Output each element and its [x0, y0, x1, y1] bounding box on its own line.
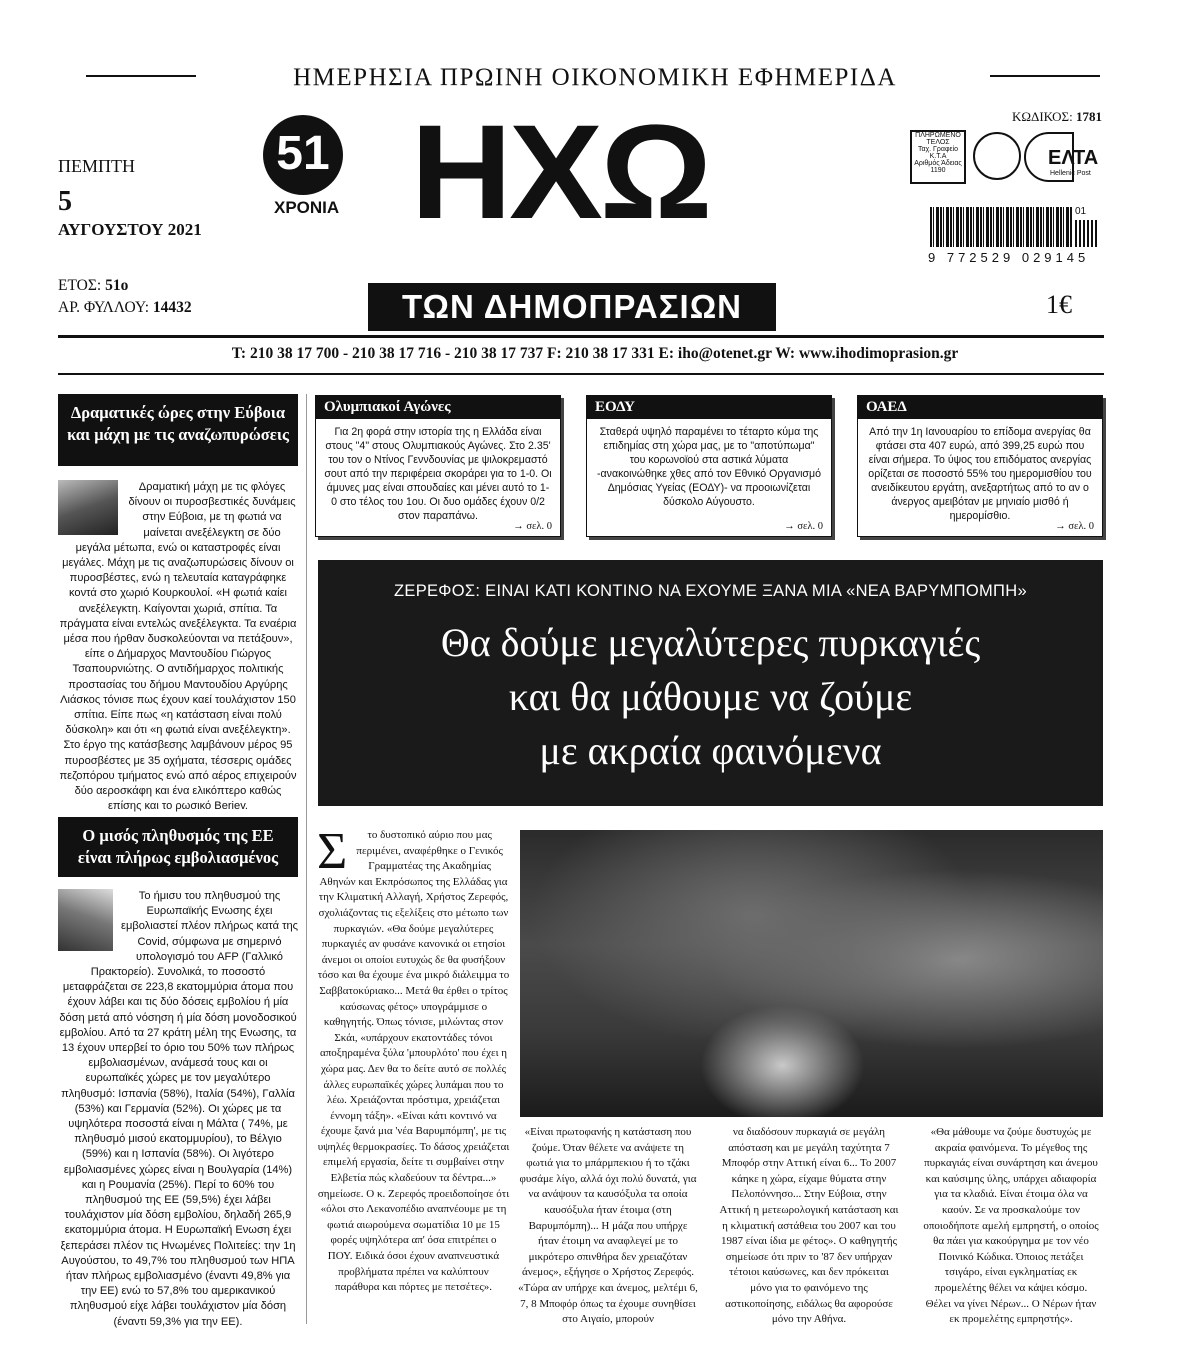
column-divider: [306, 394, 307, 1324]
code-line: [1012, 109, 1102, 125]
lead-headline-line: Θα δούμε μεγαλύτερες πυρκαγιές: [440, 620, 981, 665]
anniversary-badge-text: ΧΡΟΝΙΑ: [274, 198, 340, 217]
newspaper-subtitle: ΤΩΝ ΔΗΜΟΠΡΑΣΙΩΝ: [368, 283, 776, 331]
brief-title: ΕΟΔΥ: [587, 396, 831, 419]
sidebar-story-vaccination: [58, 817, 298, 1330]
masthead-rule: [58, 335, 1104, 338]
code-value: 1781: [1076, 109, 1102, 124]
issue-year-value: 51ο: [105, 277, 129, 294]
lead-headline-box: [318, 560, 1103, 806]
lead-article-column-3: να διαδόσουν πυρκαγιά σε μεγάλη απόσταση και με μεγάλη ταχύτητα 7 Μποφόρ στην Αττική είναι 6... Το 2007 κάηκε η χώρα, είχαμε θύματα στην Πελοπόννησο... Στην Εύβοια, στην Αττική η μετεωρολογική κατάσταση και η κλιματική αστάθεια του 2007 και του 1987 είναι ίδια με φέτος». Ο καθηγητής σημείωσε ότι πριν το '87 δεν υπήρχαν τέτοιοι καύσωνες, και δεν πρόκειται μόνο για το φαινόμενο της αστικοποίησης, ειδάλως θα αφορούσε μόνο την Αθήνα.: [719, 1126, 899, 1326]
issue-number: [58, 299, 192, 317]
issue-number-label: ΑΡ. ΦΥΛΛΟΥ:: [58, 299, 150, 316]
lead-article-text: το δυστοπικό αύριο που μας περιμένει, αναφέρθηκε ο Γενικός Γραμματέας της Ακαδημίας Αθηνών και Εκπρόσωπος της Ελλάδας για την Κλιματική Αλλαγή, Χρήστος Ζερεφός, σχολιάζοντας τις εξελίξεις στο μέτωπο των πυρκαγιών. «Θα δούμε μεγαλύτερες πυρκαγιές αν φυσάνε κανονικά οι ετησίοι άνεμοι οι οποίοι ευτυχώς δε θα φυσήξουν τόσο και θα έχουμε ένα μικρό διάλειμμα το Σαββατοκύριακο... Μετά θα έρθει ο τρίτος καύσωνας φέτος» υπογράμμισε ο καθηγητής. Όπως τόνισε, μιλώντας στον Σκάι, «υπάρχουν εκατοντάδες τόνοι αποξηραμένα ξύλα 'μπουρλότο' που έχει η χώρα μας. Δεν θα το δείτε αυτό σε πολλές άλλες ευρωπαϊκές χώρες λυπάμαι που το λέω. Χρειάζονται πρόστιμα, χρειάζεται έννομη τάξη». «Είναι κάτι κοντινό να έχουμε ξανά μια 'νέα Βαρυμπόμπη', με τις υψηλές θερμοκρασίες. Το δάσος χρειάζεται επιμελή εργασία, δείτε τι συμβαίνει στην Ελβετία πώς κλαδεύουν τα δέντρα...» σημείωσε. Ο κ. Ζερεφός προειδοποίησε ότι «όλοι στο Λεκανοπέδιο αναπνέουμε με τη φωτιά αιωρούμενα σωματίδια 10 με 15 φορές υψηλότερα απ' όσα επιτρέπει ο ΠΟΥ. Ειδικά όσοι έχουν αναπνευστικά προβλήματα πρέπει να καλύπτουν παράθυρα και πόρτες με πετσέτες».: [317, 829, 510, 1294]
brief-eody: [586, 395, 832, 537]
contact-rule: [58, 373, 1104, 375]
newspaper-logo: ΗΧΩ: [410, 98, 710, 247]
sidebar-story-text: Το ήμισυ του πληθυσμού της Ευρωπαϊκής Ενωσης έχει εμβολιαστεί πλέον πλήρως κατά της Covid, σύμφωνα με σημερινό υπολογισμό του AFP (Γαλλικό Πρακτορείο). Συνολικά, το ποσοστό μεταφράζεται σε 223,8 εκατομμύρια άτομα που έχουν λάβει και τις δύο δόσεις εμβολίου ή μία δόση μετά από νόσηση ή μία δόση μονοδοσικού εμβολίου. Από τα 27 κράτη μέλη της Ενωσης, τα 13 έχουν υπερβεί το όριο του 50% των πλήρως εμβολιασμένων, ανάμεσά τους και οι ευρωπαϊκές χώρες με τον μεγαλύτερο πληθυσμό: Ισπανία (58%), Ιταλία (54%), Γαλλία (53%) και Γερμανία (52%). Οι χώρες με τα υψηλότερα ποσοστά είναι η Μάλτα ( 74%, με πληθυσμό μισού εκατομμυρίου), το Βέλγιο (59%) και η Ισπανία (58%). Οι λιγότερο εμβολιασμένες χώρες είναι η Βουλγαρία (14%) και η Ρουμανία (25%). Περί το 60% του πληθυσμού της ΕΕ (59,5%) έχει λάβει τουλάχιστον μία δόση εμβολίου, δηλαδή 265,9 εκατομμύρια άτομα. Η Ευρωπαϊκή Ενωση έχει ξεπεράσει πλέον τις Ηνωμένες Πολιτείες: την 1η Αυγούστου, το 49,7% του πληθυσμού των ΗΠΑ ήταν πλήρως εμβολιασμένο (έναντι 49,8% για την ΕΕ) ενώ το 57,8% του αμερικανικού πληθυσμού είχε λάβει τουλάχιστον μία δόση (έναντι 59,3% για την ΕΕ).: [59, 890, 298, 1328]
sidebar-photo-fire: [58, 480, 118, 535]
issue-month-year: ΑΥΓΟΥΣΤΟΥ 2021: [58, 220, 202, 239]
brief-olympics: [315, 395, 561, 537]
lead-headline-line: με ακραία φαινόμενα: [539, 728, 882, 773]
issue-year: [58, 277, 128, 295]
anniversary-badge: 51: [263, 115, 343, 195]
sidebar-story-body: [58, 889, 298, 1330]
lead-headline: [318, 616, 1103, 778]
lead-article-dropcap: Σ: [317, 823, 348, 880]
sidebar-story-text: Δραματική μάχη με τις φλόγες δίνουν οι πυροσβεστικές δυνάμεις στην Εύβοια, με τη φωτιά να μαίνεται ανεξέλεγκτη σε δύο μεγάλα μέτωπα, ενώ οι καταστροφές είναι μεγάλες. Μάχη με τις αναζωπυρώσεις δίνουν οι πυροσβέστες, ενώ η τελευταία καταγράφηκε κοντά στο χωριό Κουρκουλοί. «Η φωτιά καίει ανεξέλεγκτη. Καίγονται χωριά, σπίτια. Τα πράγματα είναι εντελώς ανεξέλεγκτα. Τα εναέρια μέσα που ήρθαν δυσκολεύονται να πετάξουν», είπε ο Δήμαρχος Μαντουδίου Γιώργος Τσαπουρνιώτης. Ο αντιδήμαρχος πολιτικής προστασίας του δήμου Μαντουδίου Αργύρης Λιάσκος τόνισε πως έχουν καεί τουλάχιστον 150 σπίτια. Είπε πως «η κατάσταση είναι πολύ δύσκολη» και ότι «η φωτιά είναι ανεξέλεγκτη». Στο έργο της κατάσβεσης λαμβάνουν μέρος 95 πυροσβέστες με 35 οχήματα, τέσσερις ομάδες πεζοπόρου τμήματος ενώ από αέρος επιχειρούν δύο αεροσκάφη και ένα ελικόπτερο καθώς επίσης και το ρωσικό Beriev.: [59, 481, 297, 813]
sidebar-story-title: Δραματικές ώρες στην Εύβοια και μάχη με τις αναζωπυρώσεις: [58, 394, 298, 466]
lead-photo-wildfire: [520, 830, 1103, 1117]
barcode-number: 9 772529 029145: [928, 250, 1090, 265]
sidebar-story-title: Ο μισός πληθυσμός της ΕΕ είναι πλήρως εμβολιασμένος: [58, 817, 298, 877]
sidebar-photo-vaccine: [58, 889, 113, 951]
brief-oaed: [857, 395, 1103, 537]
lead-article-column-2: «Είναι πρωτοφανής η κατάσταση που ζούμε. Όταν θέλετε να ανάψετε τη φωτιά για το μπάρμπεκιου ή το τζάκι φυσάμε λίγο, αλλά όχι πολύ δυνατά, για να ανάψουν τα καυσόξυλα τα οποία καυσόξυλα ήταν έτοιμα (στη Βαρυμπόμπη)... Η μάζα που υπήρχε ήταν έτοιμη να αναφλεγεί με το μικρότερο σπινθήρα δεν χρειαζόταν άνεμος», εξήγησε ο Χρήστος Ζερεφός. «Τώρα αν υπήρχε και άνεμος, μελτέμι 6, 7, 8 Μποφόρ όπως τα έχουμε συνηθίσει στο Αιγαίο, μπορούν: [518, 1126, 698, 1326]
brief-body: Σταθερά υψηλό παραμένει το τέταρτο κύμα της επιδημίας στη χώρα μας, με το "αποτύπωμα" του κορωνοϊού στα αστικά λύματα -ανακοινώθηκε χθες από τον Εθνικό Οργανισμό Δημόσιας Υγείας (ΕΟΔΥ)- να προοιωνίζεται δύσκολο Αύγουστο.: [597, 426, 821, 508]
barcode-addon-icon: [1075, 220, 1099, 247]
issue-day-number: 5: [58, 186, 72, 217]
masthead-tagline: ΗΜΕΡΗΣΙΑ ΠΡΩΙΝΗ ΟΙΚΟΝΟΜΙΚΗ ΕΦΗΜΕΡΙΔΑ: [293, 64, 897, 91]
elta-subtitle: Hellenic Post: [1050, 170, 1091, 177]
lead-kicker: ΖΕΡΕΦΟΣ: ΕΙΝΑΙ ΚΑΤΙ ΚΟΝΤΙΝΟ ΝΑ ΕΧΟΥΜΕ ΞΑΝΑ ΜΙΑ «ΝΕΑ ΒΑΡΥΜΠΟΜΠΗ»: [394, 582, 1027, 600]
lead-article-column-4: «Θα μάθουμε να ζούμε δυστυχώς με ακραία φαινόμενα. Το μέγεθος της πυρκαγιάς είναι συνάρτηση και άνεμου και καύσιμης ύλης, υπάρχει αδιαφορία για τα κλαδιά. Είναι έτοιμα όλα να καούν. Σε να προσκαλούμε τον οποιοδήποτε αμελή εμπρηστή, ο οποίος θα πάει για κακούργημα με τον νέο Ποινικό Κώδικα. Όποιος πετάξει τσιγάρο, είναι εγκληματίας εκ προμελέτης θέλει να κάψει κόσμο. Θέλει να γίνει Νέρων... Ο Νέρων ήταν εκ προμελέτης εμπρηστής».: [923, 1126, 1099, 1326]
barcode-addon-number: 01: [1075, 206, 1087, 217]
stamp-office-text: Ταχ. Γραφείο Κ.Τ.Α: [917, 146, 959, 160]
brief-page-ref: → σελ. 0: [784, 521, 823, 532]
brief-title: Ολυμπιακοί Αγώνες: [316, 396, 560, 419]
sidebar-story-body: [58, 480, 298, 814]
code-label: ΚΩΔΙΚΟΣ:: [1011, 109, 1073, 124]
postage-paid-stamp: [910, 130, 966, 184]
brief-body: Από την 1η Ιανουαρίου το επίδομα ανεργίας θα φτάσει στα 407 ευρώ, από 399,25 ευρώ που είναι σήμερα. Το ύψος του επιδόματος ανεργίας ορίζεται σε ποσοστό 55% του ημερομισθίου του ανειδίκευτου εργάτη, ανεξαρτήτως από το αν ο άνεργος αμειβόταν με μηνιαίο μισθό ή ημερομίσθιο.: [868, 426, 1092, 522]
lead-headline-line: και θα μάθουμε να ζούμε: [508, 674, 913, 719]
stamp-paid-text: ΠΛΗΡΩΜΕΝΟ ΤΕΛΟΣ: [915, 132, 961, 146]
brief-page-ref: → σελ. 0: [513, 521, 552, 532]
barcode-icon: [930, 207, 1072, 247]
issue-year-label: ΕΤΟΣ:: [58, 277, 102, 294]
contact-line: T: 210 38 17 700 - 210 38 17 716 - 210 38 17 737 F: 210 38 17 331 E: iho@otenet.gr W: www.ihodimoprasion.gr: [231, 345, 959, 362]
sidebar-story-evia: [58, 394, 298, 814]
issue-day: ΠΕΜΠΤΗ: [58, 156, 135, 176]
tagline-rule-right: [990, 75, 1100, 77]
price: 1€: [1046, 290, 1072, 319]
circular-seal-icon: [973, 132, 1021, 180]
lead-article-column-1: [317, 823, 510, 1296]
issue-number-value: 14432: [152, 299, 192, 316]
stamp-permit-text: Αριθμός Άδειας 1190: [914, 160, 962, 174]
brief-title: ΟΑΕΔ: [858, 396, 1102, 419]
brief-page-ref: → σελ. 0: [1055, 521, 1094, 532]
brief-body: Για 2η φορά στην ιστορία της η Ελλάδα είναι στους "4" στους Ολυμπιακούς Αγώνες. Στο 2.35' του τον ο Ντίνος Γεννδουνίας με ψιλοκρεμαστό σουτ από την περιφέρεια σκοράρει για το 1-0. Οι άμυνες μας είναι σπουδαίες και μένει αυτό το 1-0 στο τέλος του 1ου. Οι δυο ομάδες έχουν 0/2 στον παραπάνω.: [324, 426, 552, 522]
elta-logo: ΕΛΤΑ: [1048, 147, 1099, 169]
